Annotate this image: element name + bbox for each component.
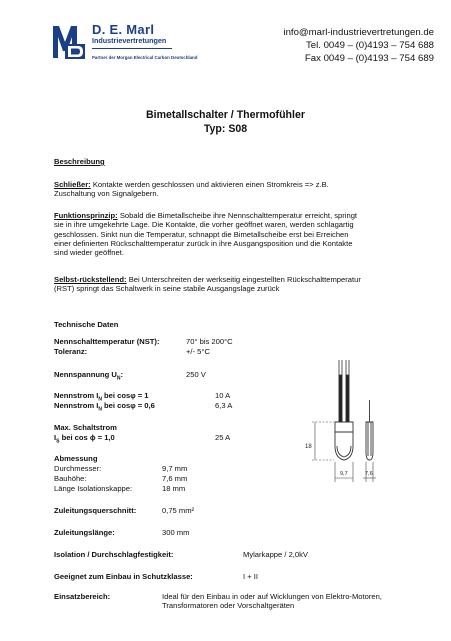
contact-fax: Fax 0049 – (0)4193 – 754 689: [304, 53, 434, 65]
partner-line: Partner der Morgan Electrical Carbon Deutschland: [92, 55, 198, 60]
company-name: D. E. Marl: [92, 22, 155, 37]
application-label: Einsatzbereich:: [54, 592, 111, 601]
nominal-current-1-value: 10 A: [215, 391, 231, 400]
title-line-2: Typ: S08: [203, 123, 248, 135]
reset-paragraph: Selbst-rückstellend: Bei Unterschreiten der werkseitig eingestellten Rückschalttemperatur (RST) springt das Schaltwerk in seine stabile Ausgangslage zurück: [54, 275, 361, 294]
closer-paragraph: Schließer: Kontakte werden geschlossen und aktivieren einen Stromkreis => z.B. Zuschaltung von Signalgebern.: [54, 180, 329, 199]
thermostat-drawing: [290, 360, 410, 510]
nominal-current-2-label: Nennstrom $I_N$ bei cosφ = 0,6: [54, 401, 155, 413]
nominal-current-2-value: 6,3 A: [215, 401, 233, 410]
description-heading: Beschreibung: [54, 157, 105, 166]
dim-height-label: 18: [305, 444, 312, 450]
document-title: [0, 108, 451, 136]
nominal-current-1-label: Nennstrom $I_N$ bei cosφ = 1: [54, 391, 149, 403]
max-current-label: Max. Schaltstrom: [54, 423, 117, 432]
cap-length-value: 18 mm: [162, 484, 186, 493]
height-value: 7,6 mm: [162, 474, 188, 483]
cap-length-label: Länge Isolationskappe:: [54, 484, 133, 493]
nst-value: 70° bis 200°C: [186, 337, 233, 346]
isolation-value: Mylarkappe / 2,0kV: [243, 550, 308, 559]
tolerance-value: +/- 5°C: [186, 347, 210, 356]
height-label: Bauhöhe:: [54, 474, 87, 483]
contact-tel: Tel. 0049 – (0)4193 – 754 688: [305, 40, 434, 52]
tech-heading: Technische Daten: [54, 320, 119, 329]
dim-diameter-label: 9,7: [340, 471, 348, 477]
tolerance-label: Toleranz:: [54, 347, 88, 356]
closer-label: Schließer:: [54, 180, 91, 189]
nominal-voltage-value: 250 V: [186, 370, 206, 379]
dim-width-label: 7,6: [365, 471, 373, 477]
principle-paragraph: Funktionsprinzip: Sobald die Bimetallscheibe ihre Nennschalttemperatur erreicht, springt sie in ihre umgekehrte Lage. Die Kontakte, die vorher geöffnet waren, werden schlagartig geschlossen. Sinkt nun die Temperatur, schnappt die Bimetallscheibe erst bei Erreichen einer definierten Rückschalttemperatur zurück in ihre Ausgangsposition und die Kontakte sind wieder geöffnet.: [54, 211, 358, 257]
company-logo: [52, 24, 86, 60]
nst-label: Nennschalttemperatur (NST):: [54, 337, 160, 346]
diameter-label: Durchmesser:: [54, 464, 102, 473]
reset-label: Selbst-rückstellend:: [54, 275, 127, 284]
lead-length-value: 300 mm: [162, 528, 190, 537]
contact-email[interactable]: info@marl-industrievertretungen.de: [283, 27, 434, 38]
title-line-1: Bimetallschalter / Thermofühler: [146, 109, 305, 121]
company-subtitle: Industrievertretungen: [92, 36, 167, 45]
nominal-voltage-label: Nennspannung $U_N$:: [54, 370, 124, 382]
protection-class-label: Geeignet zum Einbau in Schutzklasse:: [54, 572, 193, 581]
cross-section-value: 0,75 mm²: [162, 506, 195, 515]
lead-length-label: Zuleitungslänge:: [54, 528, 115, 537]
isolation-label: Isolation / Durchschlagfestigkeit:: [54, 550, 174, 559]
protection-class-value: I + II: [243, 572, 258, 581]
diameter-value: 9,7 mm: [162, 464, 188, 473]
cross-section-label: Zuleitungsquerschnitt:: [54, 506, 137, 515]
contact-block: [283, 26, 434, 66]
switching-current-label: $I_S$ bei cos ϕ = 1,0: [54, 433, 115, 445]
switching-current-value: 25 A: [215, 433, 231, 442]
dimensions-label: Abmessung: [54, 454, 98, 463]
application-value: Ideal für den Einbau in oder auf Wicklungen von Elektro-Motoren, Transformatoren oder Vorschaltgeräten: [162, 592, 382, 611]
header-divider: [92, 48, 172, 49]
principle-label: Funktionsprinzip:: [54, 211, 118, 220]
